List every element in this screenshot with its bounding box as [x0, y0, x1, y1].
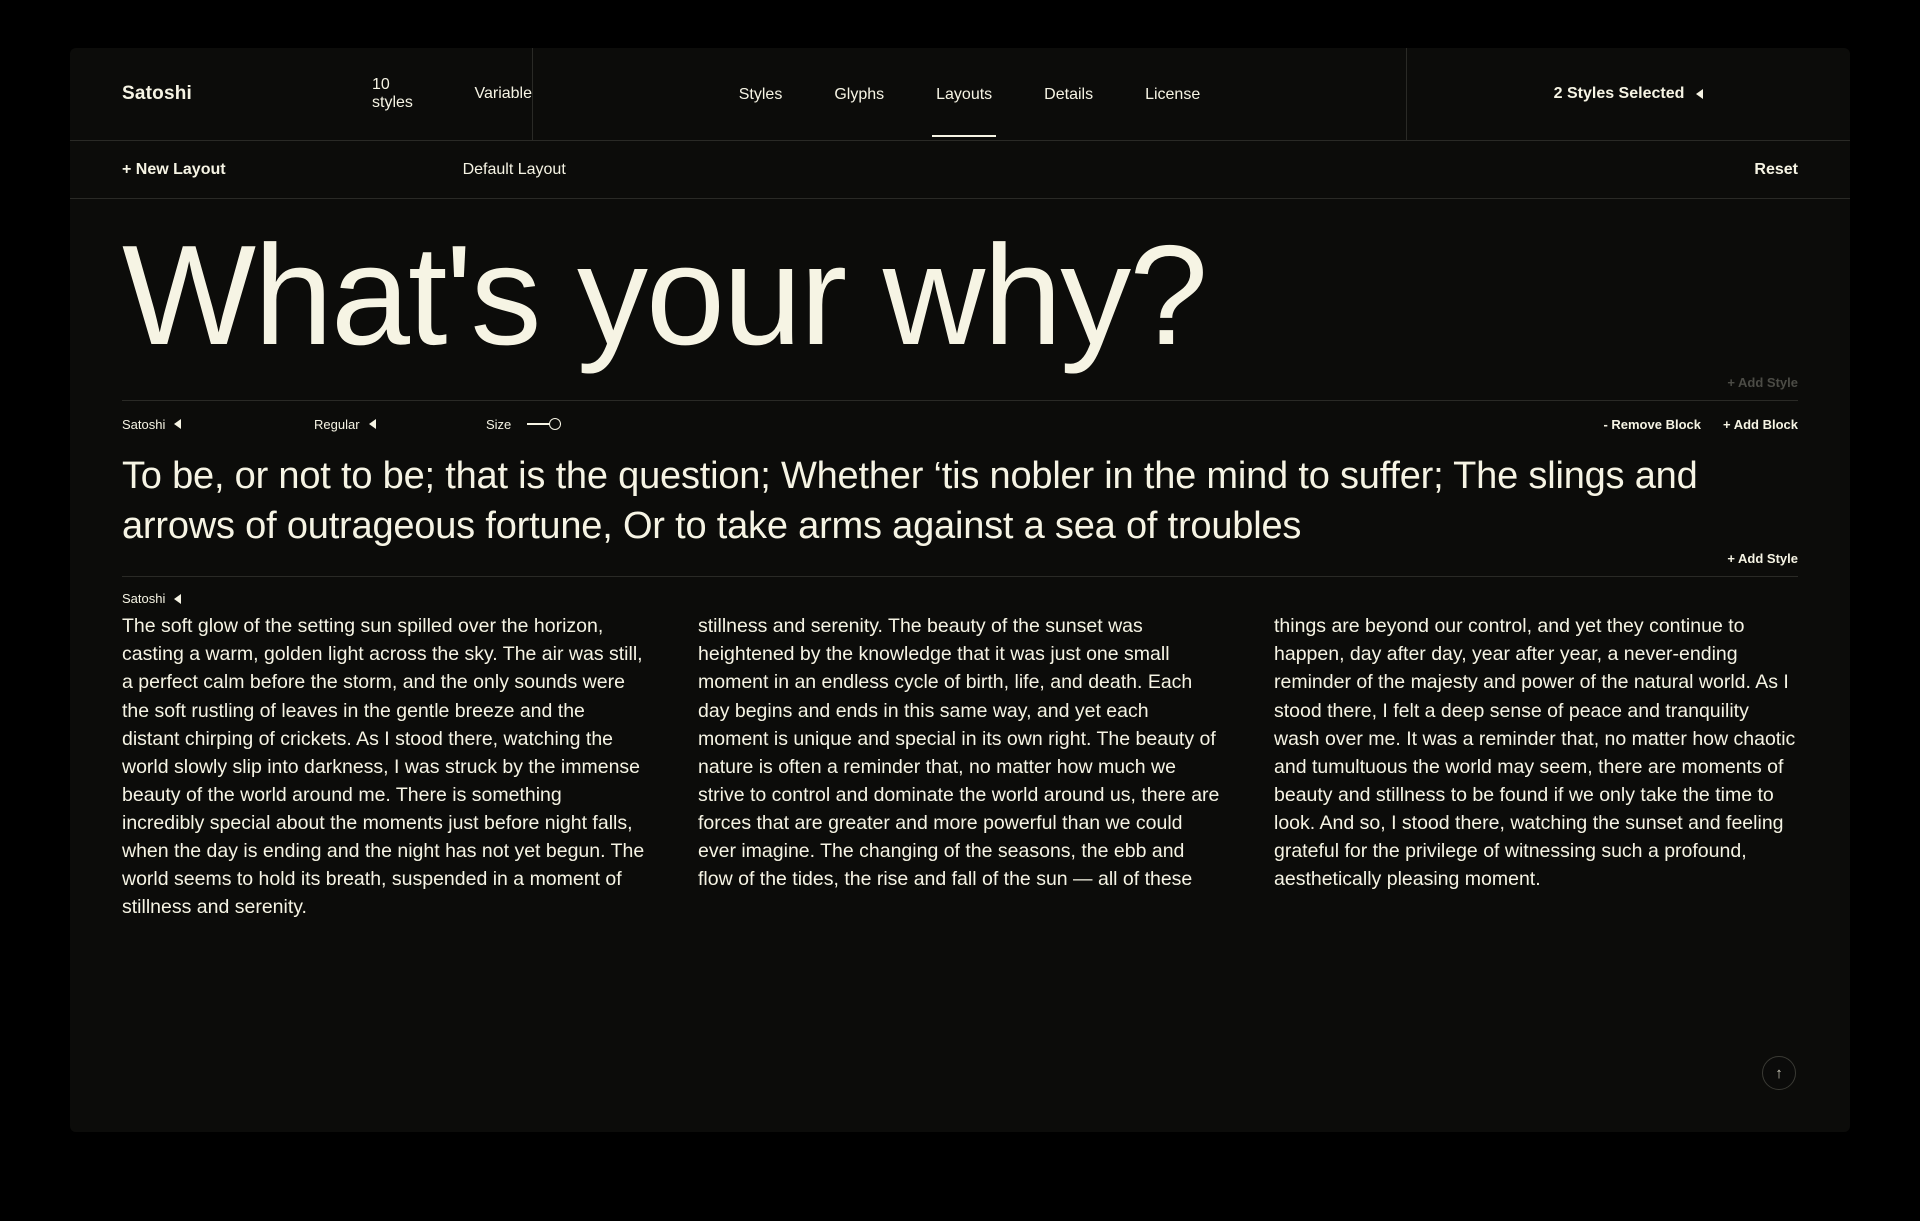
variable-label: Variable	[474, 85, 532, 102]
styles-selected-dropdown[interactable]	[1407, 48, 1850, 140]
tab-styles[interactable]: Styles	[738, 85, 783, 103]
paragraph-add-style-button[interactable]: + Add Style	[1727, 551, 1798, 567]
main-nav	[533, 48, 1407, 140]
hero-block	[70, 199, 1850, 375]
column-text[interactable]: things are beyond our control, and yet they continue to happen, day after day, year after year, a never-ending reminder of the majesty and power of the natural world. As I stood there, I felt a deep sense of peace and tranquility wash over me. It was a reminder that, no matter how chaotic and tumultuous the world may seem, there are moments of beauty and stillness to be found if we only take the time to look. And so, I stood there, watching the sunset and feeling grateful for the privilege of witnessing such a profound, aesthetically pleasing moment.	[1274, 615, 1796, 891]
paragraph-style-selector[interactable]	[122, 417, 314, 432]
family-name: Satoshi	[122, 83, 193, 104]
paragraph-weight-selector[interactable]	[314, 417, 486, 432]
add-block-button[interactable]: + Add Block	[1722, 416, 1798, 432]
hero-text[interactable]: What's your why?	[122, 216, 1207, 375]
columns-block	[70, 612, 1850, 921]
slider-knob[interactable]	[549, 418, 561, 430]
caret-left-icon	[369, 419, 376, 429]
columns-block-controls[interactable]	[70, 577, 1850, 612]
styles-selected-label: 2 Styles Selected	[1553, 85, 1685, 102]
paragraph-block-controls	[70, 401, 1850, 447]
family-info	[70, 48, 533, 140]
paragraph-style-name: Satoshi	[122, 416, 166, 432]
caret-left-icon	[1696, 89, 1703, 99]
paragraph-text[interactable]: To be, or not to be; that is the question; Whether ‘tis nobler in the mind to suffer; The slings and arrows of outrageous fortune, Or to take arms against a sea of troubles	[122, 455, 1698, 548]
caret-left-icon	[174, 419, 181, 429]
tab-license[interactable]: License	[1145, 85, 1201, 103]
size-label: Size	[486, 416, 512, 432]
tab-layouts[interactable]: Layouts	[910, 52, 1018, 137]
reset-button[interactable]: Reset	[1754, 160, 1798, 178]
hero-add-style-button[interactable]: + Add Style	[1727, 375, 1798, 390]
paragraph-weight-name: Regular	[314, 416, 360, 432]
block-actions	[1603, 417, 1798, 432]
styles-count: 10 styles	[372, 76, 413, 111]
paragraph-size-control[interactable]	[486, 417, 561, 432]
layout-toolbar	[70, 141, 1850, 199]
top-bar	[70, 48, 1850, 141]
caret-left-icon	[174, 594, 181, 604]
column-text[interactable]: stillness and serenity. The beauty of the sunset was heightened by the knowledge that it was just one small moment in an endless cycle of birth, life, and death. Each day begins and ends in this same way, and yet each moment is unique and special in its own right. The beauty of nature is often a reminder that, no matter how much we strive to control and dominate the world around us, there are forces that are greater and more powerful than we could ever imagine. The changing of the seasons, the ebb and flow of the tides, the rise and fall of the sun — all of these	[698, 615, 1220, 891]
tab-details[interactable]: Details	[1044, 85, 1094, 103]
columns-style-name: Satoshi	[122, 591, 166, 607]
scroll-to-top-button[interactable]	[1762, 1056, 1796, 1090]
column-text[interactable]: The soft glow of the setting sun spilled over the horizon, casting a warm, golden light across the sky. The air was still, a perfect calm before the storm, and the only sounds were the soft rustling of leaves in the gentle breeze and the distant chirping of crickets. As I stood there, watching the world slowly slip into darkness, I was struck by the immense beauty of the world around me. There is something incredibly special about the moments just before night falls, when the day is ending and the night has not yet begun. The world seems to hold its breath, suspended in a moment of stillness and serenity.	[122, 615, 645, 919]
typeface-app-window	[70, 48, 1850, 1132]
size-slider[interactable]	[527, 417, 561, 431]
remove-block-button[interactable]: - Remove Block	[1603, 416, 1701, 432]
new-layout-button[interactable]: + New Layout	[122, 160, 226, 178]
arrow-up-icon: ↑	[1775, 1064, 1783, 1082]
tab-glyphs[interactable]: Glyphs	[834, 85, 885, 103]
layout-name[interactable]: Default Layout	[462, 160, 566, 178]
